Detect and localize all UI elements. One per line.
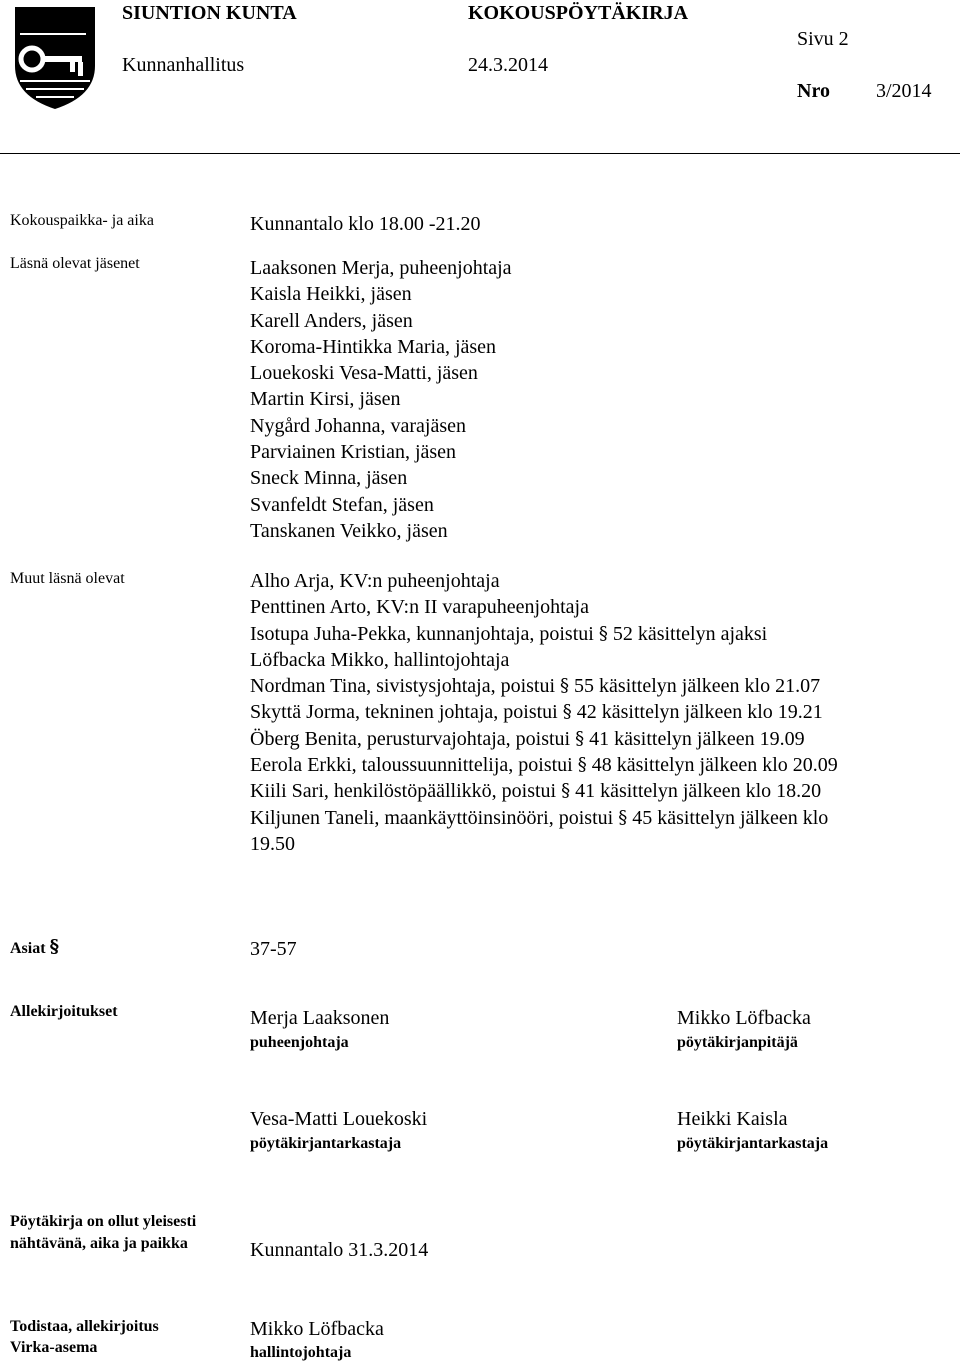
section-sign: §: [561, 780, 571, 802]
item-text: 41 käsittelyn jälkeen klo 18.20: [575, 780, 822, 803]
checker2-name: Heikki Kaisla: [677, 1108, 788, 1130]
section-sign: §: [618, 806, 628, 828]
body-name: Kunnanhallitus: [122, 54, 245, 76]
public-display-value: Kunnantalo 31.3.2014: [250, 1239, 429, 1261]
meeting-date: 24.3.2014: [468, 54, 548, 76]
page-number: Sivu 2: [797, 28, 849, 50]
municipality-name: SIUNTION KUNTA: [122, 2, 297, 24]
certification-label-1: Todistaa, allekirjoitus: [10, 1318, 159, 1335]
place-time-value: Kunnantalo klo 18.00 -21.20: [250, 213, 481, 235]
list-item: [250, 752, 838, 778]
list-item: Tanskanen Veikko, jäsen: [250, 519, 448, 542]
present-members-label: Läsnä olevat jäsenet: [10, 255, 140, 272]
header-divider: [0, 153, 960, 154]
section-sign: §: [575, 727, 585, 749]
item-text: 42 käsittelyn jälkeen klo 19.21: [576, 701, 823, 724]
secretary-role: pöytäkirjanpitäjä: [677, 1034, 798, 1051]
public-display-label-2: nähtävänä, aika ja paikka: [10, 1235, 188, 1252]
list-item: Löfbacka Mikko, hallintojohtaja: [250, 648, 510, 671]
checker2-role: pöytäkirjantarkastaja: [677, 1135, 829, 1152]
place-time-label: Kokouspaikka- ja aika: [10, 212, 154, 229]
item-text: Skyttä Jorma, tekninen johtaja, poistui: [250, 701, 558, 724]
list-item: Koroma-Hintikka Maria, jäsen: [250, 335, 497, 358]
list-item: Karell Anders, jäsen: [250, 309, 413, 332]
list-item: Laaksonen Merja, puheenjohtaja: [250, 257, 512, 279]
certifier-name: Mikko Löfbacka: [250, 1318, 384, 1340]
signatures-label: Allekirjoitukset: [10, 1003, 118, 1020]
item-text: Kiljunen Taneli, maankäyttöinsinööri, poistui: [250, 806, 614, 829]
checker1-name: Vesa-Matti Louekoski: [250, 1108, 428, 1130]
section-sign: §: [49, 936, 59, 957]
item-text: Isotupa Juha-Pekka, kunnanjohtaja, poistui: [250, 622, 594, 645]
list-item: Parviainen Kristian, jäsen: [250, 441, 457, 464]
agenda-value: 37-57: [250, 938, 297, 960]
list-item: Svanfeldt Stefan, jäsen: [250, 493, 434, 516]
checker1-role: pöytäkirjantarkastaja: [250, 1135, 402, 1152]
nro-label: Nro: [797, 80, 830, 102]
agenda-label-text: Asiat: [10, 940, 46, 957]
section-sign: §: [560, 675, 570, 697]
list-item: [250, 726, 838, 752]
certifier-role: hallintojohtaja: [250, 1344, 352, 1361]
present-members-list: [250, 255, 512, 544]
section-sign: §: [577, 754, 587, 776]
list-item: Nygård Johanna, varajäsen: [250, 414, 467, 437]
item-text: 52 käsittelyn ajaksi: [612, 622, 768, 645]
item-text: 48 käsittelyn jälkeen klo 20.09: [591, 754, 838, 777]
list-item: Penttinen Arto, KV:n II varapuheenjohtaja: [250, 596, 589, 619]
item-text: 55 käsittelyn jälkeen klo 21.07: [574, 675, 821, 698]
list-item: [250, 805, 838, 831]
item-text: Nordman Tina, sivistysjohtaja, poistui: [250, 675, 556, 698]
list-item: Sneck Minna, jäsen: [250, 467, 408, 490]
others-present-list: [250, 568, 838, 857]
item-text: 45 käsittelyn jälkeen klo: [632, 806, 829, 829]
list-item: Louekoski Vesa-Matti, jäsen: [250, 362, 478, 385]
list-item: 19.50: [250, 832, 295, 855]
chair-name: Merja Laaksonen: [250, 1007, 390, 1029]
item-text: 41 käsittelyn jälkeen 19.09: [589, 727, 805, 750]
nro-value: 3/2014: [876, 80, 932, 102]
list-item: [250, 673, 838, 699]
agenda-label: [10, 938, 59, 958]
others-present-label: Muut läsnä olevat: [10, 570, 125, 587]
list-item: [250, 699, 838, 725]
certification-label-2: Virka-asema: [10, 1339, 98, 1356]
item-text: Kiili Sari, henkilöstöpäällikkö, poistui: [250, 780, 557, 803]
chair-role: puheenjohtaja: [250, 1034, 349, 1051]
list-item: Martin Kirsi, jäsen: [250, 388, 401, 411]
list-item: [250, 778, 838, 804]
list-item: [250, 621, 838, 647]
key-coat-of-arms-icon: [12, 4, 98, 112]
item-text: Öberg Benita, perusturvajohtaja, poistui: [250, 727, 571, 750]
section-sign: §: [562, 701, 572, 723]
secretary-name: Mikko Löfbacka: [677, 1007, 811, 1029]
document-type: KOKOUSPÖYTÄKIRJA: [468, 2, 689, 24]
list-item: Alho Arja, KV:n puheenjohtaja: [250, 570, 500, 592]
public-display-label-1: Pöytäkirja on ollut yleisesti: [10, 1213, 197, 1230]
section-sign: §: [598, 622, 608, 644]
list-item: Kaisla Heikki, jäsen: [250, 283, 412, 306]
item-text: Eerola Erkki, taloussuunnittelija, poistui: [250, 754, 573, 777]
